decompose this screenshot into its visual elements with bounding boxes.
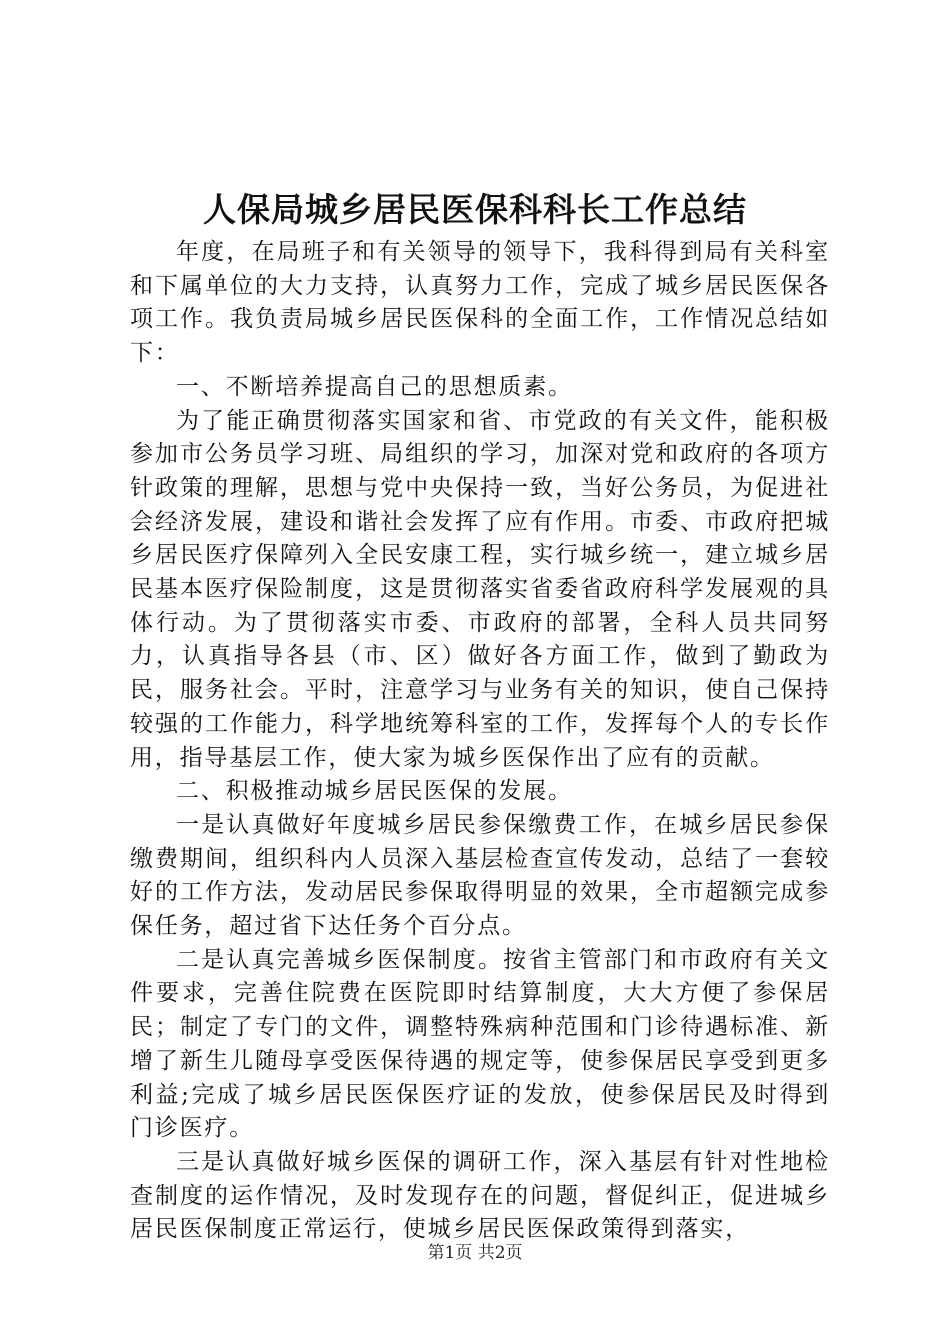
paragraph-item-1: 一是认真做好年度城乡居民参保缴费工作，在城乡居民参保缴费期间，组织科内人员深入基层检查宣传发动，总结了一套较好的工作方法，发动居民参保取得明显的效果，全市超额完成参保任务，超过省下达任务个百分点。: [130, 811, 830, 940]
document-body: [130, 236, 830, 1247]
section-heading-1: 一、不断培养提高自己的思想质素。: [176, 373, 573, 400]
paragraph-item-3: 三是认真做好城乡医保的调研工作，深入基层有针对性地检查制度的运作情况，及时发现存在的问题，督促纠正，促进城乡居民医保制度正常运行，使城乡居民医保政策得到落实，: [130, 1148, 830, 1243]
section-heading-2: 二、积极推动城乡居民医保的发展。: [176, 778, 573, 805]
paragraph-item-2: 二是认真完善城乡医保制度。按省主管部门和市政府有关文件要求，完善住院费在医院即时结算制度，大大方便了参保居民；制定了专门的文件，调整特殊病种范围和门诊待遇标准、新增了新生儿随母享受医保待遇的规定等，使参保居民享受到更多利益;完成了城乡居民医保医疗证的发放，使参保居民及时得到门诊医疗。: [130, 946, 830, 1142]
page-footer: 第1页 共2页: [427, 1243, 523, 1263]
paragraph-section-1: 为了能正确贯彻落实国家和省、市党政的有关文件，能积极参加市公务员学习班、局组织的学习，加深对党和政府的各项方针政策的理解，思想与党中央保持一致，当好公务员，为促进社会经济发展，建设和谐社会发挥了应有作用。市委、市政府把城乡居民医疗保障列入全民安康工程，实行城乡统一，建立城乡居民基本医疗保险制度，这是贯彻落实省委省政府科学发展观的具体行动。为了贯彻落实市委、市政府的部署，全科人员共同努力，认真指导各县（市、区）做好各方面工作，做到了勤政为民，服务社会。平时，注意学习与业务有关的知识，使自己保持较强的工作能力，科学地统筹科室的工作，发挥每个人的专长作用，指导基层工作，使大家为城乡医保作出了应有的贡献。: [130, 407, 830, 771]
paragraph-intro: 年度，在局班子和有关领导的领导下，我科得到局有关科室和下属单位的大力支持，认真努力工作，完成了城乡居民医保各项工作。我负责局城乡居民医保科的全面工作，工作情况总结如下：: [130, 239, 830, 367]
document-title: 人保局城乡居民医保科科长工作总结: [203, 190, 747, 229]
